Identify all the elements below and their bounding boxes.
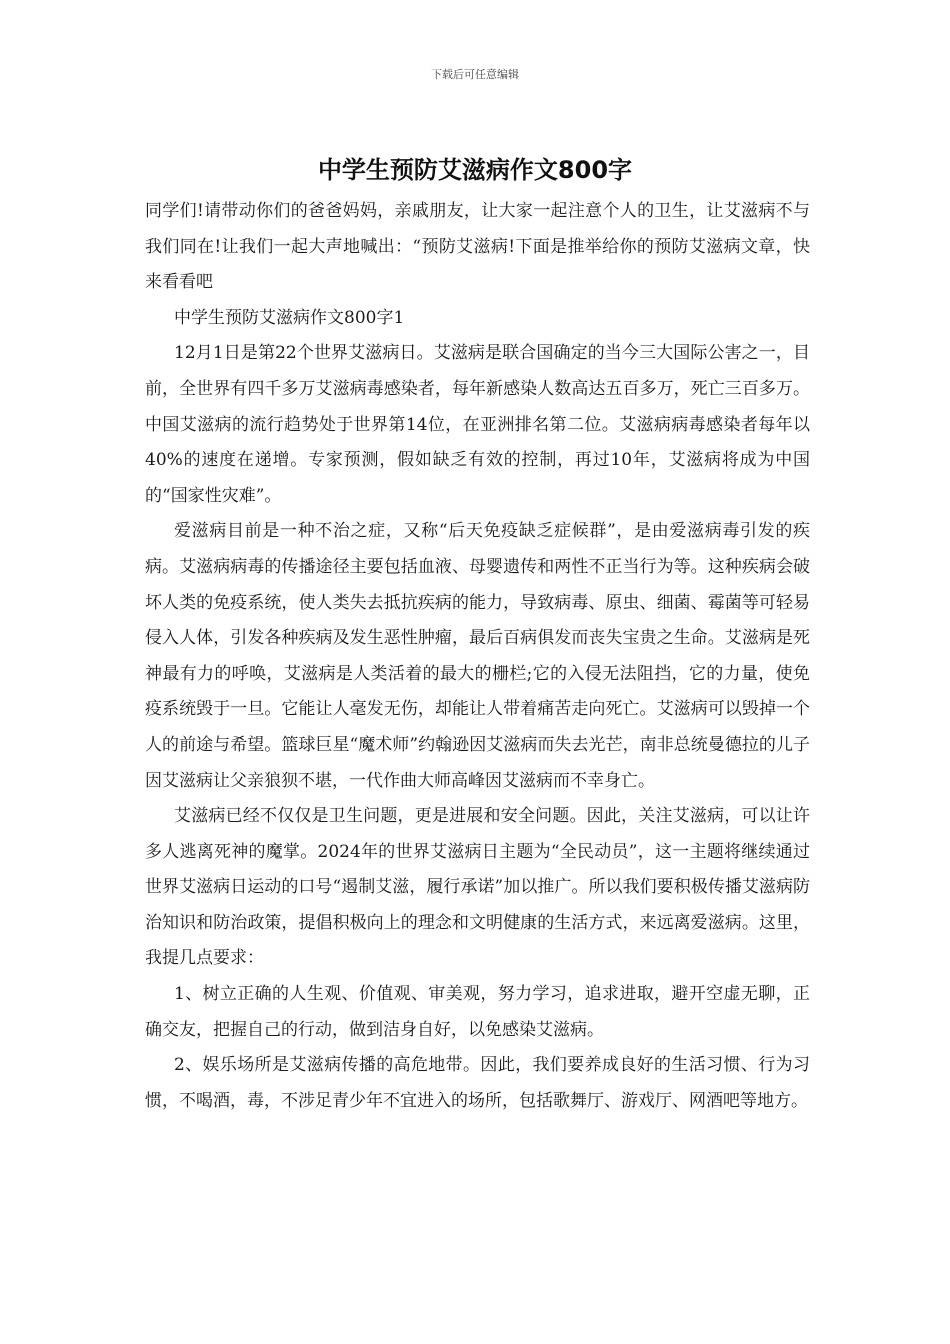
section-heading: 中学生预防艾滋病作文800字1 xyxy=(174,307,405,328)
body-paragraph: 12月1日是第22个世界艾滋病日。艾滋病是联合国确定的当今三大国际公害之一，目前，全世界有四千多万艾滋病毒感染者，每年新感染人数高达五百多万，死亡三百多万。中国艾滋病的流行趋势处于世界第14位，在亚洲排名第二位。艾滋病病毒感染者每年以40%的速度在递增。专家预测，假如缺乏有效的控制，再过10年，艾滋病将成为中国的“国家性灾难”。 xyxy=(145,343,810,506)
article-body xyxy=(145,194,810,1119)
body-paragraph: 艾滋病已经不仅仅是卫生问题，更是进展和安全问题。因此，关注艾滋病，可以让许多人逃离死神的魔掌。2024年的世界艾滋病日主题为“全民动员”，这一主题将继续通过世界艾滋病日运动的口号“遏制艾滋，履行承诺”加以推广。所以我们要积极传播艾滋病防治知识和防治政策，提倡积极向上的理念和文明健康的生活方式，来远离爱滋病。这里，我提几点要求： xyxy=(145,806,810,969)
body-paragraph: 爱滋病目前是一种不治之症，又称“后天免疫缺乏症候群”，是由爱滋病毒引发的疾病。艾滋病病毒的传播途径主要包括血液、母婴遗传和两性不正当行为等。这种疾病会破坏人类的免疫系统，使人类失去抵抗疾病的能力，导致病毒、原虫、细菌、霉菌等可轻易侵入人体，引发各种疾病及发生恶性肿瘤，最后百病俱发而丧失宝贵之生命。艾滋病是死神最有力的呼唤，艾滋病是人类活着的最大的栅栏;它的入侵无法阻挡，它的力量，使免疫系统毁于一旦。它能让人毫发无伤，却能让人带着痛苦走向死亡。艾滋病可以毁掉一个人的前途与希望。篮球巨星“魔术师”约翰逊因艾滋病而失去光芒，南非总统曼德拉的儿子因艾滋病让父亲狼狈不堪，一代作曲大师高峰因艾滋病而不幸身亡。 xyxy=(145,521,810,791)
list-item-paragraph: 2、娱乐场所是艾滋病传播的高危地带。因此，我们要养成良好的生活习惯、行为习惯，不喝酒，毒，不涉足青少年不宜进入的场所，包括歌舞厅、游戏厅、网酒吧等地方。 xyxy=(145,1055,810,1111)
intro-paragraph: 同学们!请带动你们的爸爸妈妈，亲戚朋友，让大家一起注意个人的卫生，让艾滋病不与我们同在!让我们一起大声地喊出：“预防艾滋病!下面是推举给你的预防艾滋病文章，快来看看吧 xyxy=(145,201,810,293)
list-item-paragraph: 1、树立正确的人生观、价值观、审美观，努力学习，追求进取，避开空虚无聊，正确交友，把握自己的行动，做到洁身自好，以免感染艾滋病。 xyxy=(145,984,810,1040)
header-note: 下载后可任意编辑 xyxy=(431,68,519,81)
page-title: 中学生预防艾滋病作文800字 xyxy=(317,156,633,184)
